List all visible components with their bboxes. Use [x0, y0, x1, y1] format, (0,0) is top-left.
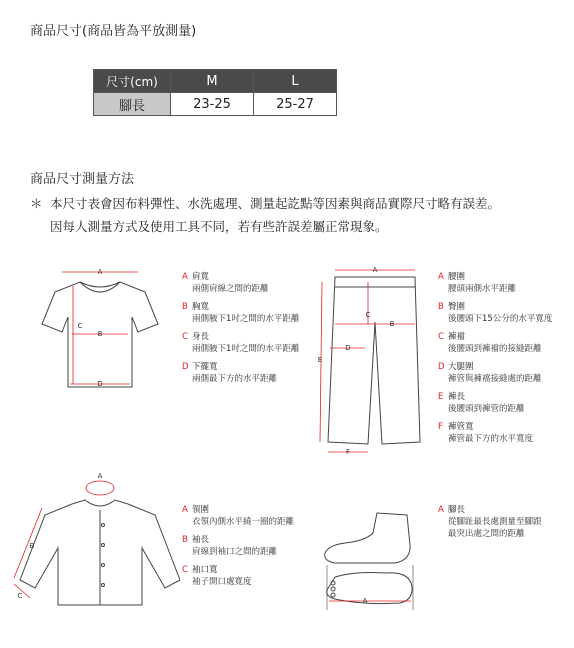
legend-desc: 衣領內側水平繞一圈的距離: [192, 517, 295, 527]
tshirt-label-d: D: [97, 380, 103, 388]
legend-item: [182, 361, 299, 385]
table-header-row: [94, 70, 337, 93]
longshirt-label-b: B: [29, 542, 35, 550]
legend-key: A: [182, 272, 188, 282]
legend-item: [438, 361, 552, 385]
method-note: [30, 192, 500, 238]
longshirt-label-c: C: [17, 592, 23, 600]
method-note-line1: [30, 192, 500, 215]
method-line1-text: 本尺寸表會因布料彈性、水洗處理、測量起訖點等因素與商品實際尺寸略有誤差。: [50, 196, 501, 211]
pants-label-b: B: [389, 320, 395, 328]
table-header-cell: L: [254, 70, 337, 93]
legend-item: [438, 331, 552, 355]
pants-label-d: D: [345, 344, 351, 352]
size-table: [93, 69, 337, 116]
method-heading: 商品尺寸測量方法: [30, 172, 135, 187]
legend-desc: 兩側肩線之間的距離: [192, 284, 269, 294]
table-row-label: 腳長: [94, 93, 171, 116]
legend-title: 肩寬: [192, 272, 210, 282]
tshirt-label-a: A: [97, 268, 103, 276]
legend-item: [182, 564, 294, 588]
legend-key: B: [438, 302, 444, 312]
pants-diagram: [310, 262, 430, 462]
legend-key: B: [182, 535, 188, 545]
legend-desc: 肩線到袖口之間的距離: [192, 547, 278, 557]
legend-item: [182, 534, 294, 558]
legend-desc: 腰頭兩側水平距離: [448, 284, 517, 294]
legend-desc: 褲管最下方的水平寬度: [448, 434, 534, 444]
legend-item: [182, 301, 299, 325]
legend-title: 褲襠: [448, 332, 466, 342]
tshirt-legend: [182, 271, 299, 391]
legend-title: 腳長: [448, 505, 466, 515]
foot-legend: [438, 504, 542, 546]
legend-desc: 褲管與褲襠接縫處的距離: [448, 374, 542, 384]
foot-label-a: A: [362, 597, 368, 605]
legend-key: A: [438, 505, 444, 515]
size-heading: 商品尺寸(商品皆為平放測量): [30, 24, 197, 39]
foot-diagram: [315, 505, 425, 615]
table-row: [94, 93, 337, 116]
pants-legend: [438, 271, 552, 451]
legend-title: 褲長: [448, 392, 466, 402]
legend-desc: 後腰頭到褲襠的接縫距離: [448, 344, 542, 354]
pants-label-c: C: [365, 311, 371, 319]
legend-item: [438, 301, 552, 325]
legend-key: C: [438, 332, 444, 342]
legend-title: 袖口寬: [192, 565, 218, 575]
table-header-cell: M: [171, 70, 254, 93]
legend-item: [438, 504, 542, 540]
tshirt-diagram: [40, 262, 160, 392]
legend-key: A: [182, 505, 188, 515]
legend-desc: 後腰頭到褲管的距離: [448, 404, 525, 414]
legend-desc: 從腳趾最長處測量至腳跟: [448, 517, 542, 527]
legend-item: [182, 331, 299, 355]
legend-item: [438, 421, 552, 445]
legend-title: 褲管寬: [448, 422, 474, 432]
longshirt-diagram: [10, 470, 180, 610]
asterisk-icon: ＊: [30, 196, 43, 211]
method-note-line2: 因每人測量方式及使用工具不同，若有些許誤差屬正常現象。: [50, 219, 388, 234]
legend-title: 胸寬: [192, 302, 210, 312]
legend-desc: 兩側腋下1吋之間的水平距離: [192, 314, 300, 324]
legend-title: 袖長: [192, 535, 210, 545]
tshirt-label-c: C: [77, 322, 83, 330]
legend-title: 領圍: [192, 505, 210, 515]
legend-key: F: [438, 422, 443, 432]
legend-item: [182, 271, 299, 295]
legend-desc: 後腰頭下15公分的水平寬度: [448, 314, 553, 324]
legend-key: D: [182, 362, 189, 372]
pants-label-a: A: [372, 266, 378, 274]
legend-title: 大腿圍: [448, 362, 474, 372]
legend-title: 腰圍: [448, 272, 466, 282]
legend-title: 臀圍: [448, 302, 466, 312]
legend-key: E: [438, 392, 444, 402]
legend-key: C: [182, 565, 188, 575]
legend-key: D: [438, 362, 445, 372]
legend-item: [438, 391, 552, 415]
longshirt-legend: [182, 504, 294, 594]
legend-desc: 兩側最下方的水平距離: [192, 374, 278, 384]
tshirt-label-b: B: [97, 330, 103, 338]
legend-desc: 袖子開口處寬度: [192, 577, 252, 587]
legend-key: C: [182, 332, 188, 342]
longshirt-label-a: A: [97, 472, 103, 480]
legend-key: B: [182, 302, 188, 312]
legend-key: A: [438, 272, 444, 282]
legend-item: [182, 504, 294, 528]
legend-title: 身長: [192, 332, 210, 342]
table-cell: 23-25: [171, 93, 254, 116]
table-cell: 25-27: [254, 93, 337, 116]
legend-item: [438, 271, 552, 295]
pants-label-f: F: [345, 448, 351, 456]
table-header-cell: 尺寸(cm): [94, 70, 171, 93]
legend-title: 下擺寬: [192, 362, 218, 372]
legend-desc: 兩側腋下1吋之間的水平距離: [192, 344, 300, 354]
legend-desc: 最突出處之間的距離: [448, 529, 525, 539]
pants-label-e: E: [317, 356, 323, 364]
